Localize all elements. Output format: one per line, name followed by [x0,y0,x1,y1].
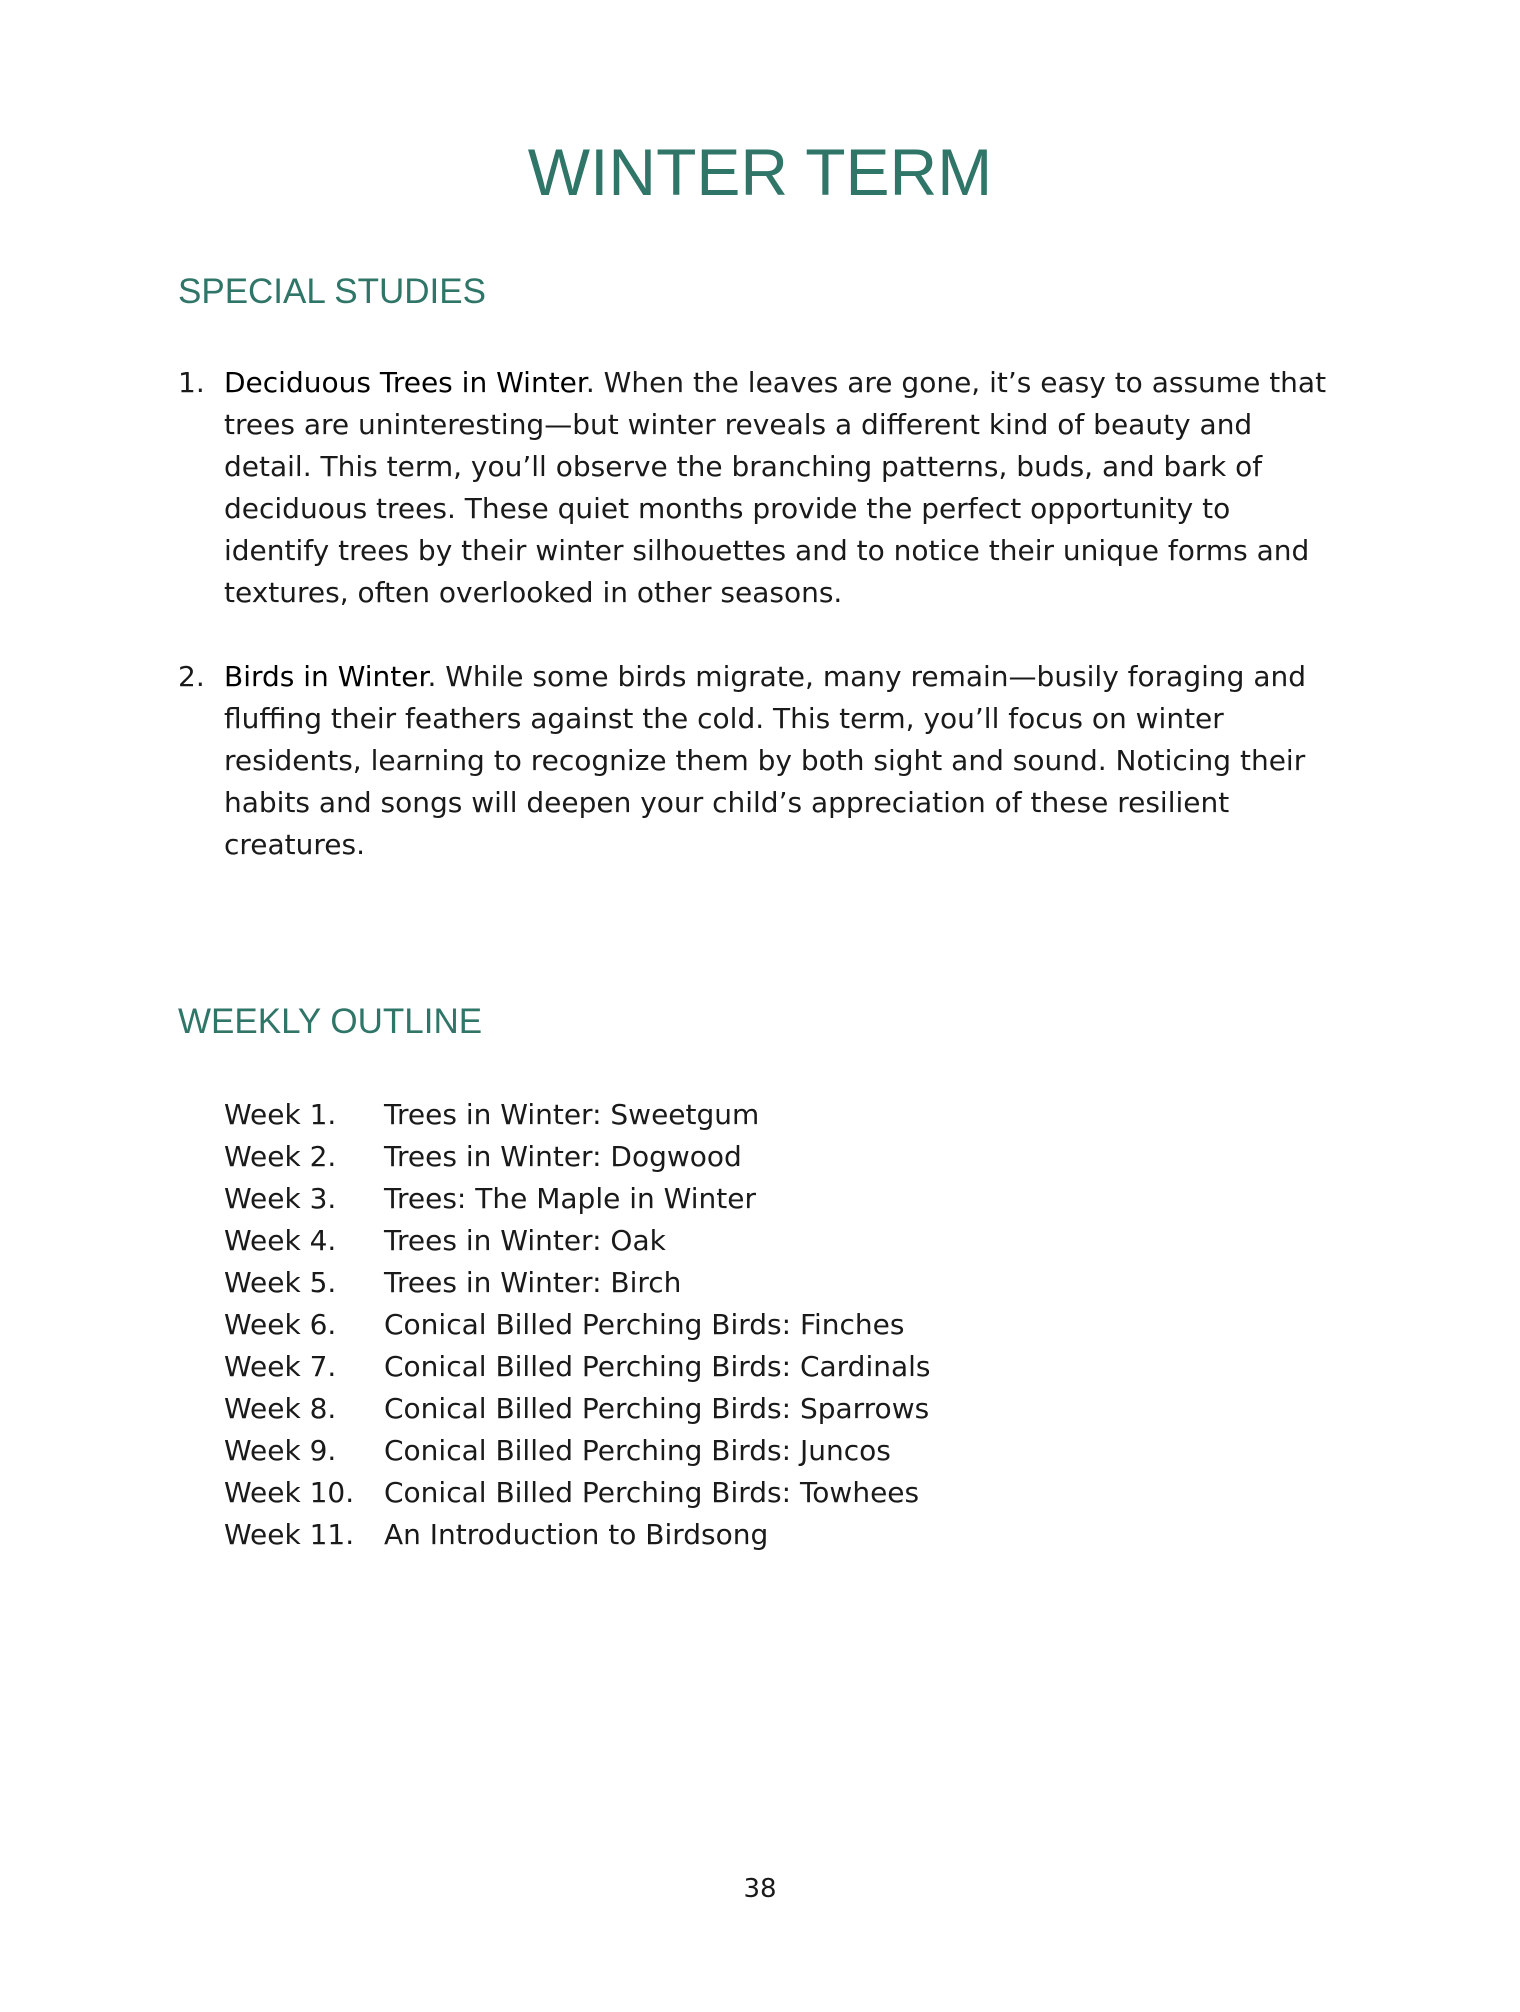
week-label: Week 8. [224,1392,337,1425]
weekly-outline-list [224,1094,931,1556]
week-row [224,1262,931,1304]
page-title: WINTER TERM [527,135,993,209]
week-topic: Conical Billed Perching Birds: Sparrows [384,1392,930,1425]
study-description: . When the leaves are gone, it’s easy to assume that trees are uninteresting—but winter reveals a different kind of beauty and detail. This term, you’ll observe the branching patterns, buds, and bark of deciduous trees. These quiet months provide the perfect opportunity to identify trees by their winter silhouettes and to notice their unique forms and textures, often overlooked in other seasons. [224,366,1327,609]
week-row [224,1388,931,1430]
week-topic: Trees in Winter: Birch [384,1266,682,1299]
week-row [224,1346,931,1388]
study-name: Birds in Winter [224,660,428,693]
week-label: Week 6. [224,1308,337,1341]
week-label: Week 5. [224,1266,337,1299]
week-row [224,1178,931,1220]
week-label: Week 1. [224,1098,337,1131]
week-label: Week 9. [224,1434,337,1467]
week-topic: Trees in Winter: Sweetgum [384,1098,760,1131]
study-name: Deciduous Trees in Winter [224,366,586,399]
week-label: Week 7. [224,1350,337,1383]
special-studies-list [178,362,1338,908]
week-topic: An Introduction to Birdsong [384,1518,769,1551]
study-item-birds [178,656,1338,866]
week-topic: Conical Billed Perching Birds: Cardinals [384,1350,931,1383]
study-description: . While some birds migrate, many remain—busily foraging and fluffing their feathers against the cold. This term, you’ll focus on winter residents, learning to recognize them by both sight and sound. Noticing their habits and songs will deepen your child’s appreciation of these resilient creatures. [224,660,1306,861]
study-item-deciduous-trees [178,362,1338,614]
week-topic: Conical Billed Perching Birds: Towhees [384,1476,920,1509]
week-row [224,1430,931,1472]
week-label: Week 10. [224,1476,355,1509]
week-row [224,1514,931,1556]
study-number: 2. [178,660,205,693]
week-label: Week 11. [224,1518,355,1551]
weekly-outline-heading: WEEKLY OUTLINE [178,1002,483,1041]
week-label: Week 3. [224,1182,337,1215]
week-label: Week 4. [224,1224,337,1257]
week-row [224,1094,931,1136]
week-row [224,1136,931,1178]
special-studies-heading: SPECIAL STUDIES [178,272,486,311]
week-row [224,1220,931,1262]
week-row [224,1304,931,1346]
page-number: 38 [743,1874,777,1904]
week-topic: Trees in Winter: Dogwood [384,1140,742,1173]
week-topic: Conical Billed Perching Birds: Finches [384,1308,905,1341]
week-label: Week 2. [224,1140,337,1173]
week-topic: Trees: The Maple in Winter [384,1182,756,1215]
week-row [224,1472,931,1514]
study-number: 1. [178,366,205,399]
week-topic: Conical Billed Perching Birds: Juncos [384,1434,891,1467]
week-topic: Trees in Winter: Oak [384,1224,666,1257]
